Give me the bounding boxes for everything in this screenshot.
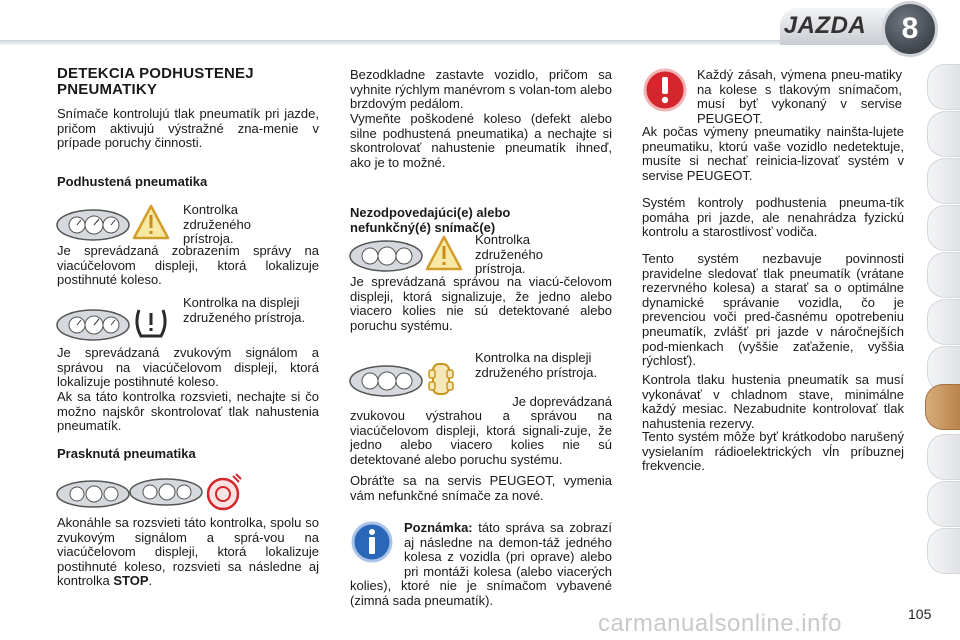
page-number: 105 (908, 606, 932, 622)
paragraph-lead: Je doprevádzaná (512, 394, 612, 409)
warning-label: Kontrolka na displeji združeného prístroja. (183, 295, 306, 325)
tyre-pressure-icon (131, 302, 171, 342)
paragraph: Tento systém nezbavuje povinnosti pravidelne sledovať tlak pneumatík (vrátane rezervného kolesa) a starať sa o optimálne dynamické správanie vozidla, čo je prevenciou voči pred-časnému opotrebeniu pneumatík, zvlášť pri jazde v náročnejších pod-mienkach (vyššie zaťaženie, vyššia rýchlosť). (642, 251, 904, 369)
instrument-cluster-icon (348, 361, 428, 399)
paragraph: zvukovou výstrahou a správou na viacúčelovom displeji, ktorá signali-zuje, že jedno alebo viacero kolies nie sú detektované alebo poruchu systému. (350, 408, 612, 467)
chapter-tab-active[interactable] (925, 384, 960, 430)
warning-triangle-icon (424, 234, 464, 272)
underinflated-heading: Podhustená pneumatika (57, 174, 208, 189)
watermark: carmanualsonline.info (598, 610, 842, 637)
warning-label: Kontrolka na displeji združeného prístroja. (475, 350, 598, 380)
paragraph: Kontrola tlaku hustenia pneumatík sa musí vykonávať v chladnom stave, minimálne každý mesiac. Nezabudnite kontrolovať tlak nahustenia rezervy. (642, 372, 904, 431)
warning-paragraph: Každý zásah, výmena pneu-matiky na kolese s tlakovým snímačom, musí byť vykonaný v servise PEUGEOT. (697, 67, 902, 126)
paragraph: Obráťte sa na servis PEUGEOT, vymenia vám nefunkčné snímače za nové. (350, 473, 612, 503)
tyre-sensor-icon (421, 358, 461, 402)
instrument-cluster-icon (55, 305, 135, 343)
header-rule (0, 40, 898, 45)
paragraph: Ak počas výmeny pneumatiky nainšta-lujete pneumatiku, ktorú vaše vozidlo nedetektuje, musíte si nechať reinicia-lizovať systém v servise PEUGEOT. (642, 124, 904, 183)
warning-label: Kontrolka združeného prístroja. (475, 232, 543, 277)
chapter-tab[interactable] (927, 299, 960, 345)
chapter-tab[interactable] (927, 111, 960, 157)
chapter-title: JAZDA (783, 12, 867, 39)
instrument-cluster-icon (55, 477, 135, 511)
warning-triangle-icon (131, 203, 171, 241)
intro-paragraph: Snímače kontrolujú tlak pneumatík pri jazde, pričom aktivujú výstražné zna-menie v prípade poruchy činnosti. (57, 106, 319, 151)
paragraph: Je sprevádzaná zvukovým signálom a správou na viacúčelovom displeji, ktorá lokalizuje postihnuté koleso. (57, 345, 319, 390)
chapter-tab[interactable] (927, 252, 960, 298)
paragraph (57, 516, 319, 589)
chapter-tab[interactable] (927, 158, 960, 204)
instrument-cluster-icon (348, 236, 428, 274)
instrument-cluster-icon (128, 475, 208, 509)
chapter-tab[interactable] (927, 64, 960, 110)
sensor-heading: Nezodpovedajúci(e) alebo nefunkčný(é) snímač(e) (350, 205, 511, 235)
exclamation-warning-icon (642, 67, 688, 113)
paragraph: Tento systém môže byť krátkodobo narušený vysielaním rádioelektrických vĺn príbuznej frekvencie. (642, 429, 904, 474)
chapter-number-badge: 8 (885, 4, 935, 54)
punctured-heading: Prasknutá pneumatika (57, 446, 196, 461)
warning-label: Kontrolka združeného prístroja. (183, 202, 251, 247)
stop-label: STOP (113, 573, 149, 589)
note-text: táto správa sa zobrazí aj následne na demon-táž jedného kolesa z vozidla (pri oprave) alebo pri montáži kolesa (alebo viacerých kolies), ktoré nie je snímačom vybavené (zimná sada pneumatík). (350, 520, 612, 608)
chapter-tab[interactable] (927, 434, 960, 480)
chapter-tab[interactable] (927, 205, 960, 251)
chapter-tab[interactable] (927, 481, 960, 527)
chapter-tab[interactable] (927, 528, 960, 574)
chapter-tabs (927, 64, 960, 576)
stop-tyre-icon (203, 472, 243, 512)
paragraph-text: Akonáhle sa rozsvieti táto kontrolka, spolu so zvukovým signálom a sprá-vou na viacúčelovom displeji, ktorá lokalizuje postihnuté koleso, rozsvieti sa následne aj kontrolka (57, 515, 319, 589)
note-icon-spacer (350, 521, 404, 565)
paragraph: Systém kontroly podhustenia pneuma-tík pomáha pri jazde, ale nenahrádza fyzickú kontrolu a starostlivosť vodiča. (642, 195, 904, 240)
paragraph: Vymeňte poškodené koleso (defekt alebo silne podhustená pneumatika) a nechajte si skontrolovať nahustenie pneumatík ihneď, ako je to možné. (350, 111, 612, 170)
note-paragraph (350, 521, 612, 609)
note-label: Poznámka: (404, 520, 473, 535)
paragraph: Je sprevádzaná správou na viacú-čelovom displeji, ktorá signalizuje, že jedno alebo viacero kolies nie sú detektované alebo poruchu systému. (350, 274, 612, 333)
paragraph: Bezodkladne zastavte vozidlo, pričom sa vyhnite rýchlym manévrom s volan-tom alebo brzdovým pedálom. (350, 67, 612, 112)
paragraph: Je sprevádzaná zobrazením správy na viacúčelovom displeji, ktorá lokalizuje postihnuté koleso. (57, 243, 319, 288)
paragraph-end: . (148, 573, 153, 589)
section-title: DETEKCIA PODHUSTENEJ PNEUMATIKY (57, 65, 254, 98)
paragraph: Ak sa táto kontrolka rozsvieti, nechajte si čo možno najskôr skontrolovať tlak nahustenia pneumatík. (57, 389, 319, 434)
